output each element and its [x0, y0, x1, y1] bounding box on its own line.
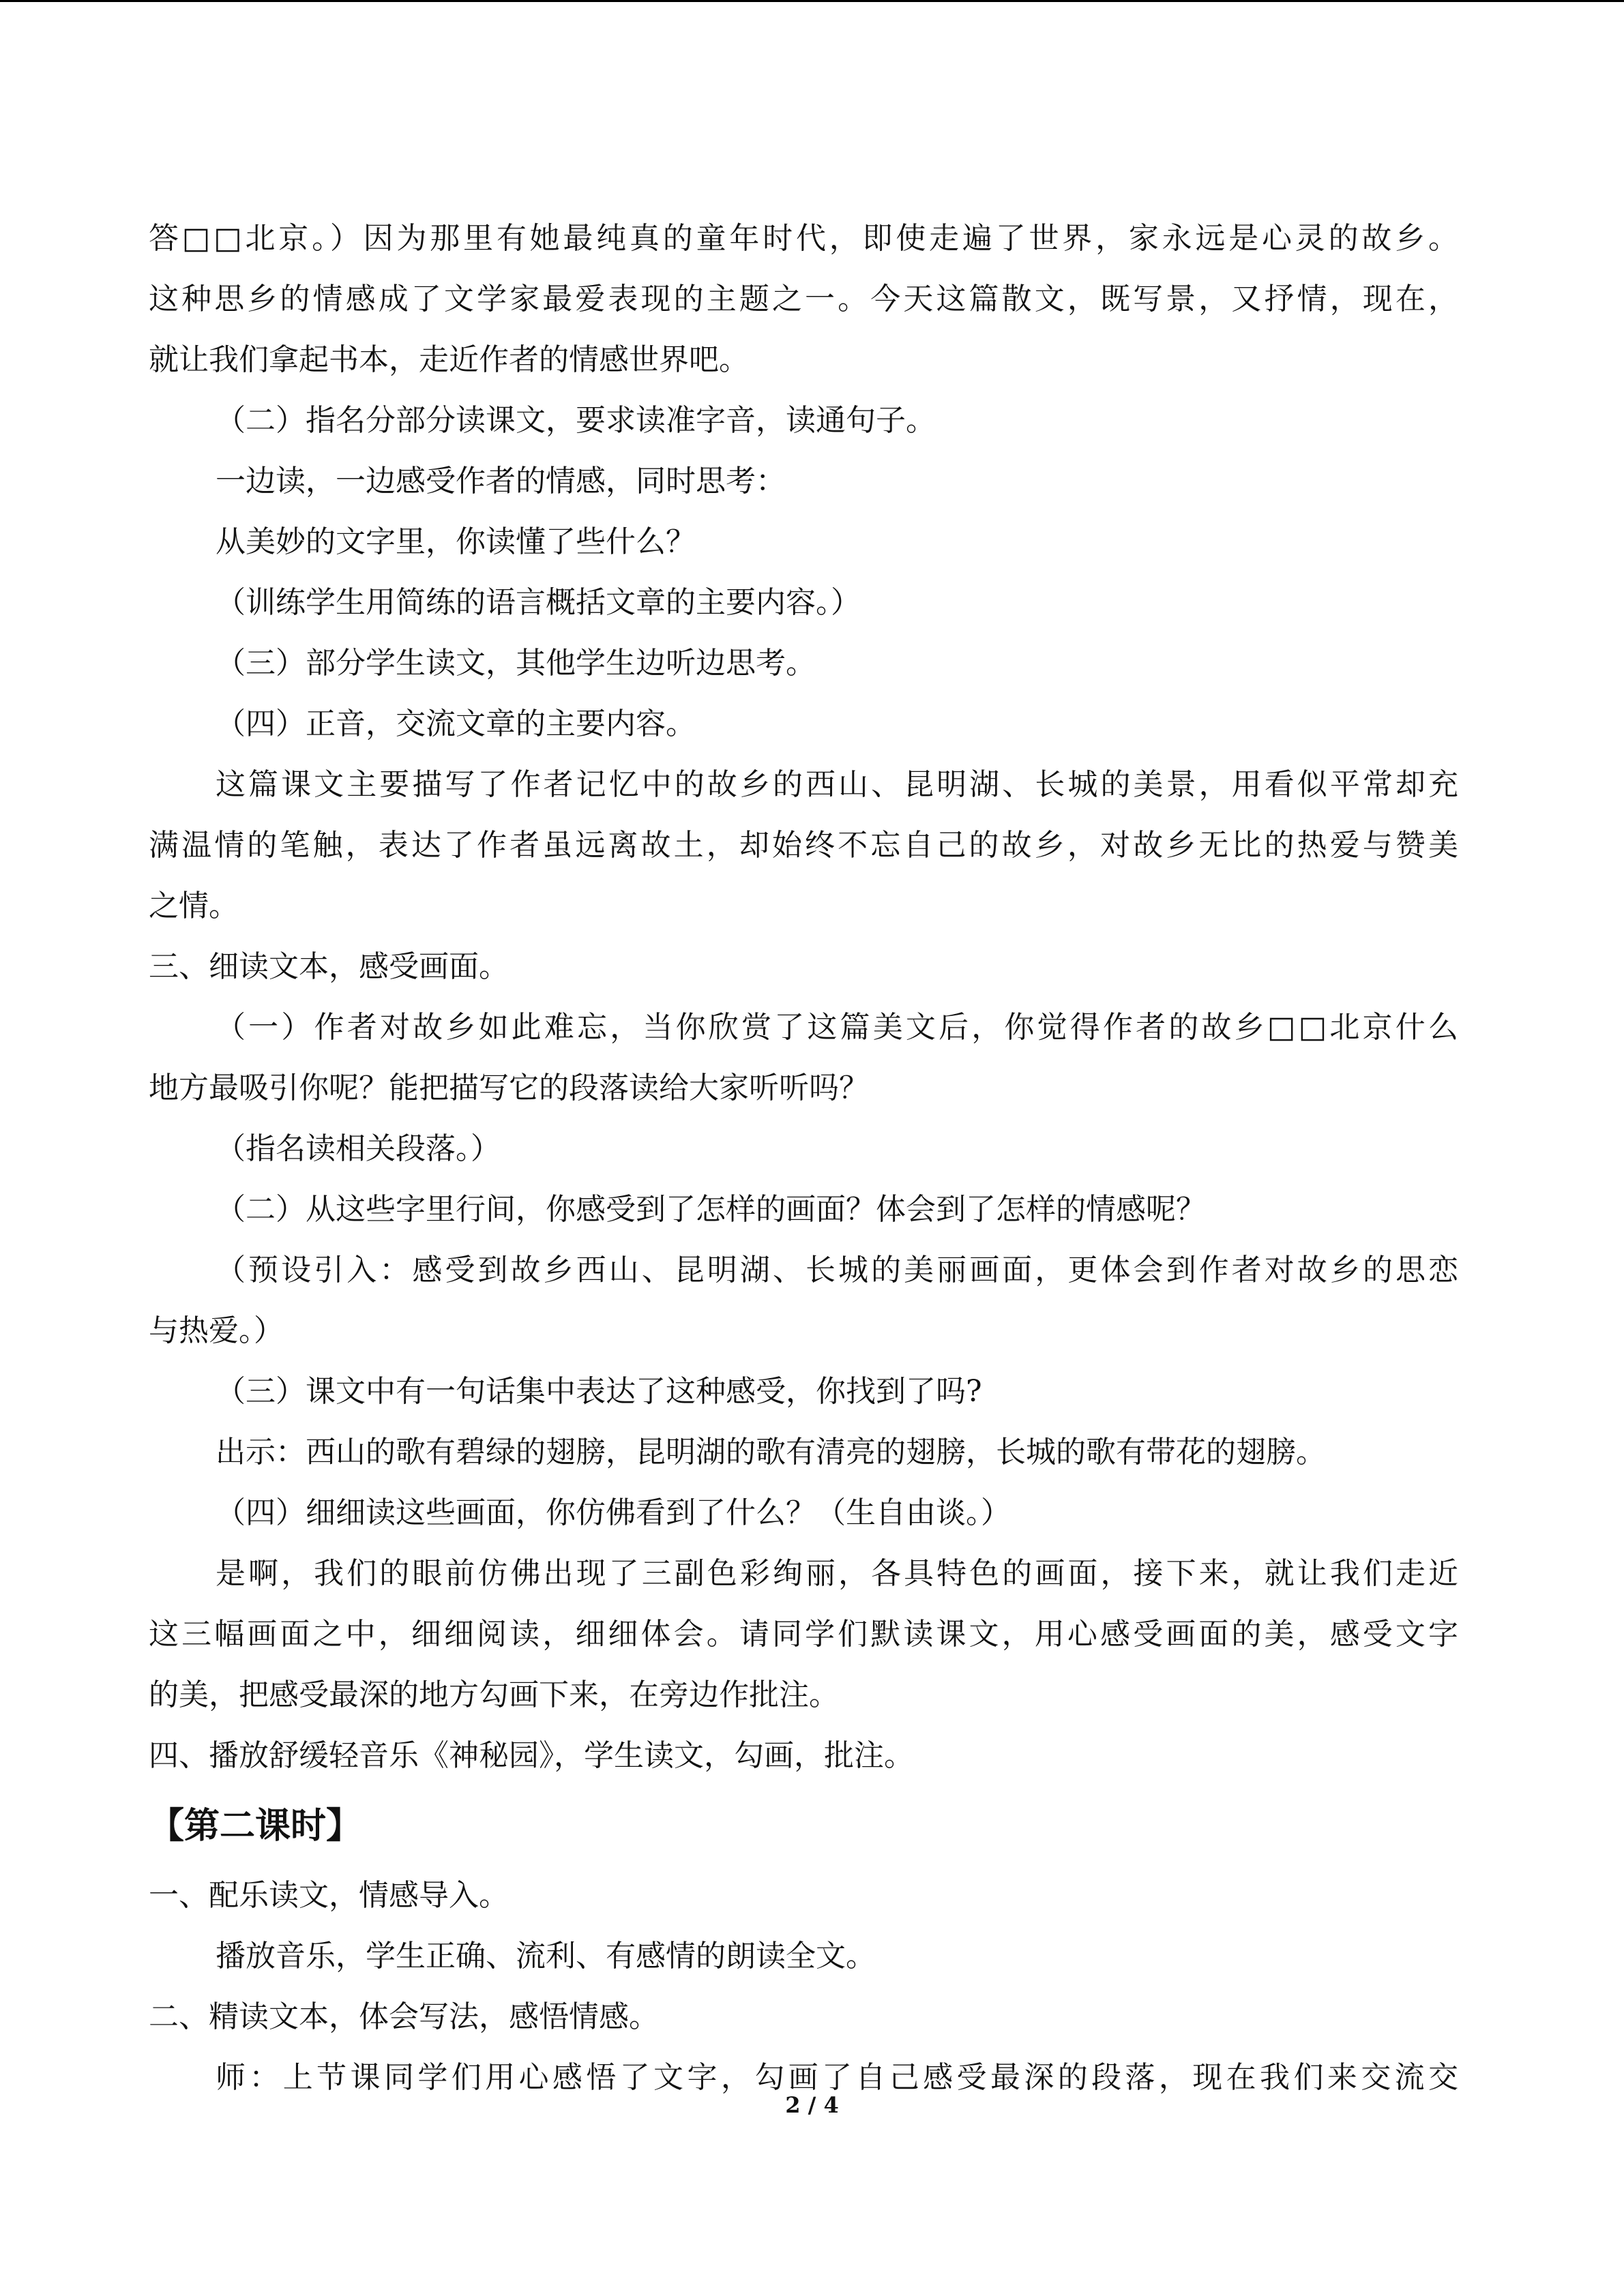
text-line: （一）作者对故乡如此难忘，当你欣赏了这篇美文后，你觉得作者的故乡□□北京什么 — [216, 1010, 1458, 1045]
text-line: （三）部分学生读文，其他学生边听边思考。 — [216, 646, 816, 681]
text-line: 四、播放舒缓轻音乐《神秘园》，学生读文，勾画，批注。 — [149, 1738, 914, 1773]
text-line: （二）从这些字里行间，你感受到了怎样的画面？体会到了怎样的情感呢？ — [216, 1192, 1206, 1227]
text-line: 一、配乐读文，情感导入。 — [149, 1878, 509, 1913]
text-line: 的美，把感受最深的地方勾画下来，在旁边作批注。 — [149, 1678, 839, 1712]
text-line: 一边读，一边感受作者的情感，同时思考： — [216, 464, 786, 498]
text-line: （预设引入：感受到故乡西山、昆明湖、长城的美丽画面，更体会到作者对故乡的思恋 — [216, 1253, 1458, 1287]
text-line: （四）正音，交流文章的主要内容。 — [216, 706, 696, 741]
text-line: 三、细读文本，感受画面。 — [149, 949, 509, 984]
text-line: 从美妙的文字里，你读懂了些什么？ — [216, 524, 696, 559]
text-line: 答□□北京。）因为那里有她最纯真的童年时代，即使走遍了世界，家永远是心灵的故乡。 — [149, 221, 1458, 256]
section-heading: 【第二课时】 — [149, 1806, 362, 1847]
text-line: 出示：西山的歌有碧绿的翅膀，昆明湖的歌有清亮的翅膀，长城的歌有带花的翅膀。 — [216, 1435, 1326, 1470]
top-border-line — [0, 0, 1624, 2]
text-line: （二）指名分部分读课文，要求读准字音，读通句子。 — [216, 403, 936, 438]
text-line: 播放音乐，学生正确、流利、有感情的朗读全文。 — [216, 1939, 876, 1973]
document-body — [149, 208, 1458, 2108]
text-line: （四）细细读这些画面，你仿佛看到了什么？（生自由谈。） — [216, 1495, 1011, 1530]
text-line: 师：上节课同学们用心感悟了文字，勾画了自己感受最深的段落，现在我们来交流交 — [216, 2060, 1458, 2095]
text-line: 与热爱。） — [149, 1313, 284, 1348]
page-number: 2 / 4 — [785, 2092, 839, 2118]
text-line: 这三幅画面之中，细细阅读，细细体会。请同学们默读课文，用心感受画面的美，感受文字 — [149, 1617, 1458, 1652]
text-line: 是啊，我们的眼前仿佛出现了三副色彩绚丽，各具特色的画面，接下来，就让我们走近 — [216, 1556, 1458, 1591]
text-line: （指名读相关段落。） — [216, 1131, 501, 1166]
text-line: 就让我们拿起书本，走近作者的情感世界吧。 — [149, 342, 749, 377]
text-line: 这篇课文主要描写了作者记忆中的故乡的西山、昆明湖、长城的美景，用看似平常却充 — [216, 767, 1458, 802]
text-line: （三）课文中有一句话集中表达了这种感受，你找到了吗? — [216, 1374, 982, 1409]
text-line: 满温情的笔触，表达了作者虽远离故土，却始终不忘自己的故乡，对故乡无比的热爱与赞美 — [149, 828, 1458, 863]
text-line: 这种思乡的情感成了文学家最爱表现的主题之一。今天这篇散文，既写景，又抒情，现在， — [149, 282, 1458, 316]
text-line: （训练学生用简练的语言概括文章的主要内容。） — [216, 585, 861, 620]
text-line: 之情。 — [149, 889, 239, 923]
text-line: 二、精读文本，体会写法，感悟情感。 — [149, 1999, 659, 2034]
text-line: 地方最吸引你呢？能把描写它的段落读给大家听听吗？ — [149, 1071, 869, 1105]
